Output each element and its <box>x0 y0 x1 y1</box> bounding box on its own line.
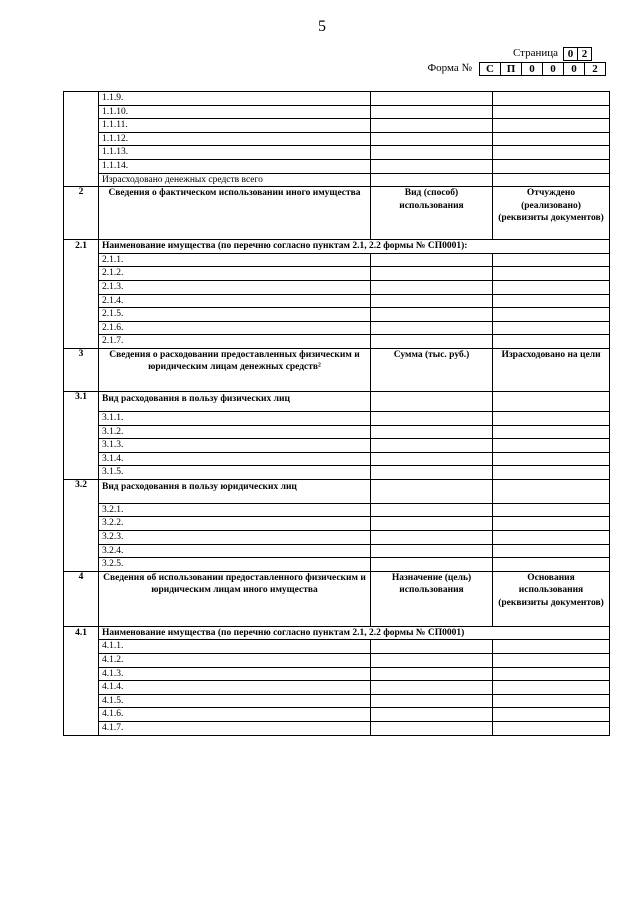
value-cell[interactable] <box>493 280 610 294</box>
row-label: 3.1.3. <box>99 439 371 453</box>
value-cell[interactable] <box>493 640 610 654</box>
value-cell[interactable] <box>371 544 493 558</box>
section-number: 2 <box>64 187 99 240</box>
form-cell: 0 <box>521 62 543 76</box>
page-cell: 0 <box>563 47 578 61</box>
value-cell[interactable] <box>371 558 493 572</box>
value-cell[interactable] <box>493 694 610 708</box>
section-title: Сведения о фактическом использовании иного имущества <box>99 187 371 240</box>
row-label: 4.1.1. <box>99 640 371 654</box>
table-row <box>64 132 610 146</box>
row-label: 2.1.4. <box>99 294 371 308</box>
row-label: 3.2.5. <box>99 558 371 572</box>
subsection-number: 2.1 <box>64 240 99 349</box>
value-cell[interactable] <box>493 146 610 160</box>
column-header: Сумма (тыс. руб.) <box>371 348 493 391</box>
table-row <box>64 681 610 695</box>
table-row <box>64 294 610 308</box>
page-cell: 2 <box>577 47 592 61</box>
subsection-title: Наименование имущества (по перечню согласно пунктам 2.1, 2.2 формы № СП0001): <box>99 240 610 254</box>
row-label: 1.1.11. <box>99 119 371 133</box>
value-cell[interactable] <box>493 294 610 308</box>
subsection-title: Вид расходования в пользу физических лиц <box>99 391 371 411</box>
section-title: Сведения о расходовании предоставленных физическим и юридическим лицам денежных средств² <box>99 348 371 391</box>
value-cell[interactable] <box>493 159 610 173</box>
value-cell[interactable] <box>493 654 610 668</box>
table-row <box>64 531 610 545</box>
row-label: 4.1.5. <box>99 694 371 708</box>
table-row <box>64 452 610 466</box>
table-row <box>64 173 610 187</box>
subsection-row <box>64 479 610 503</box>
subsection-number: 3.2 <box>64 479 99 571</box>
value-cell[interactable] <box>371 531 493 545</box>
column-header: Отчуждено (реализовано) (реквизиты документов) <box>493 187 610 240</box>
row-label: 1.1.14. <box>99 159 371 173</box>
value-cell[interactable] <box>493 503 610 517</box>
table-row <box>64 159 610 173</box>
row-label: 2.1.7. <box>99 335 371 349</box>
column-header: Назначение (цель) использования <box>371 571 493 626</box>
row-label: 3.1.1. <box>99 411 371 425</box>
table-row <box>64 466 610 480</box>
subsection-row <box>64 626 610 640</box>
row-label: 3.1.4. <box>99 452 371 466</box>
value-cell[interactable] <box>371 253 493 267</box>
table-row <box>64 439 610 453</box>
value-cell[interactable] <box>371 439 493 453</box>
table-row <box>64 280 610 294</box>
row-label: 1.1.10. <box>99 105 371 119</box>
subsection-number: 3.1 <box>64 391 99 479</box>
table-row <box>64 640 610 654</box>
form-cells <box>480 62 606 76</box>
table-row <box>64 253 610 267</box>
row-label: 3.2.1. <box>99 503 371 517</box>
value-cell[interactable] <box>493 425 610 439</box>
table-row <box>64 411 610 425</box>
value-cell[interactable] <box>371 708 493 722</box>
table-row <box>64 694 610 708</box>
table-row <box>64 544 610 558</box>
value-cell[interactable] <box>371 308 493 322</box>
row-label: 4.1.7. <box>99 722 371 736</box>
table-row <box>64 321 610 335</box>
section-title: Сведения об использовании предоставленного физическим и юридическим лицам иного имущества <box>99 571 371 626</box>
table-row <box>64 503 610 517</box>
value-cell[interactable] <box>493 308 610 322</box>
row-label: 4.1.2. <box>99 654 371 668</box>
value-cell[interactable] <box>493 708 610 722</box>
value-cell[interactable] <box>493 253 610 267</box>
value-cell[interactable] <box>371 681 493 695</box>
value-cell[interactable] <box>493 119 610 133</box>
value-cell[interactable] <box>371 267 493 281</box>
row-label: 2.1.1. <box>99 253 371 267</box>
value-cell[interactable] <box>493 722 610 736</box>
value-cell[interactable] <box>493 335 610 349</box>
value-cell[interactable] <box>371 132 493 146</box>
value-cell[interactable] <box>493 92 610 106</box>
value-cell[interactable] <box>371 466 493 480</box>
form-label: Форма № <box>427 62 472 74</box>
row-label: 1.1.12. <box>99 132 371 146</box>
value-cell[interactable] <box>493 439 610 453</box>
total-label: Израсходовано денежных средств всего <box>99 173 371 187</box>
value-cell[interactable] <box>493 267 610 281</box>
row-label: 1.1.13. <box>99 146 371 160</box>
value-cell[interactable] <box>371 452 493 466</box>
value-cell[interactable] <box>371 335 493 349</box>
value-cell[interactable] <box>493 105 610 119</box>
row-label: 3.1.5. <box>99 466 371 480</box>
row-label: 4.1.6. <box>99 708 371 722</box>
value-cell[interactable] <box>371 173 493 187</box>
value-cell[interactable] <box>371 280 493 294</box>
row-label: 3.2.3. <box>99 531 371 545</box>
value-cell[interactable] <box>371 654 493 668</box>
table-row <box>64 558 610 572</box>
table-row <box>64 92 610 106</box>
row-label: 1.1.9. <box>99 92 371 106</box>
table-row <box>64 667 610 681</box>
column-header: Вид (способ) использования <box>371 187 493 240</box>
report-table <box>63 91 610 736</box>
value-cell[interactable] <box>493 321 610 335</box>
row-label: 3.1.2. <box>99 425 371 439</box>
value-cell[interactable] <box>493 517 610 531</box>
subsection-row <box>64 391 610 411</box>
subsection-number: 4.1 <box>64 626 99 735</box>
value-cell[interactable] <box>371 321 493 335</box>
value-cell[interactable] <box>493 452 610 466</box>
section-header-row <box>64 187 610 240</box>
row-label: 2.1.2. <box>99 267 371 281</box>
row-number-cell <box>64 92 99 187</box>
form-cell: 2 <box>584 62 606 76</box>
value-cell[interactable] <box>371 294 493 308</box>
table-row <box>64 654 610 668</box>
table-row <box>64 425 610 439</box>
table-row <box>64 308 610 322</box>
row-label: 2.1.3. <box>99 280 371 294</box>
table-row <box>64 267 610 281</box>
value-cell[interactable] <box>371 479 493 503</box>
section-header-row <box>64 571 610 626</box>
table-row <box>64 335 610 349</box>
value-cell[interactable] <box>371 503 493 517</box>
row-label: 4.1.3. <box>99 667 371 681</box>
section-number: 3 <box>64 348 99 391</box>
value-cell[interactable] <box>493 466 610 480</box>
table-row <box>64 146 610 160</box>
value-cell[interactable] <box>493 132 610 146</box>
value-cell[interactable] <box>493 173 610 187</box>
value-cell[interactable] <box>371 667 493 681</box>
row-label: 4.1.4. <box>99 681 371 695</box>
form-cell: 0 <box>542 62 564 76</box>
table-row <box>64 708 610 722</box>
form-cell: 0 <box>563 62 585 76</box>
page-label: Страница <box>512 47 558 59</box>
value-cell[interactable] <box>493 531 610 545</box>
section-header-row <box>64 348 610 391</box>
value-cell[interactable] <box>493 681 610 695</box>
value-cell[interactable] <box>371 146 493 160</box>
value-cell[interactable] <box>371 722 493 736</box>
table-row <box>64 105 610 119</box>
value-cell[interactable] <box>371 425 493 439</box>
form-cell: С <box>479 62 501 76</box>
row-label: 3.2.4. <box>99 544 371 558</box>
table-row <box>64 722 610 736</box>
value-cell[interactable] <box>493 391 610 411</box>
page-cells <box>564 47 592 61</box>
table-row <box>64 119 610 133</box>
value-cell[interactable] <box>371 119 493 133</box>
value-cell[interactable] <box>371 517 493 531</box>
value-cell[interactable] <box>493 479 610 503</box>
value-cell[interactable] <box>371 105 493 119</box>
page-number: 5 <box>318 18 326 35</box>
subsection-row <box>64 240 610 254</box>
value-cell[interactable] <box>493 667 610 681</box>
value-cell[interactable] <box>371 640 493 654</box>
subsection-title: Наименование имущества (по перечню согласно пунктам 2.1, 2.2 формы № СП0001) <box>99 626 610 640</box>
row-label: 3.2.2. <box>99 517 371 531</box>
subsection-title: Вид расходования в пользу юридических лиц <box>99 479 371 503</box>
value-cell[interactable] <box>371 159 493 173</box>
value-cell[interactable] <box>371 694 493 708</box>
row-label: 2.1.6. <box>99 321 371 335</box>
section-number: 4 <box>64 571 99 626</box>
value-cell[interactable] <box>493 411 610 425</box>
value-cell[interactable] <box>493 544 610 558</box>
form-cell: П <box>500 62 522 76</box>
value-cell[interactable] <box>371 411 493 425</box>
column-header: Основания использования (реквизиты документов) <box>493 571 610 626</box>
table-row <box>64 517 610 531</box>
value-cell[interactable] <box>371 92 493 106</box>
value-cell[interactable] <box>371 391 493 411</box>
row-label: 2.1.5. <box>99 308 371 322</box>
column-header: Израсходовано на цели <box>493 348 610 391</box>
value-cell[interactable] <box>493 558 610 572</box>
